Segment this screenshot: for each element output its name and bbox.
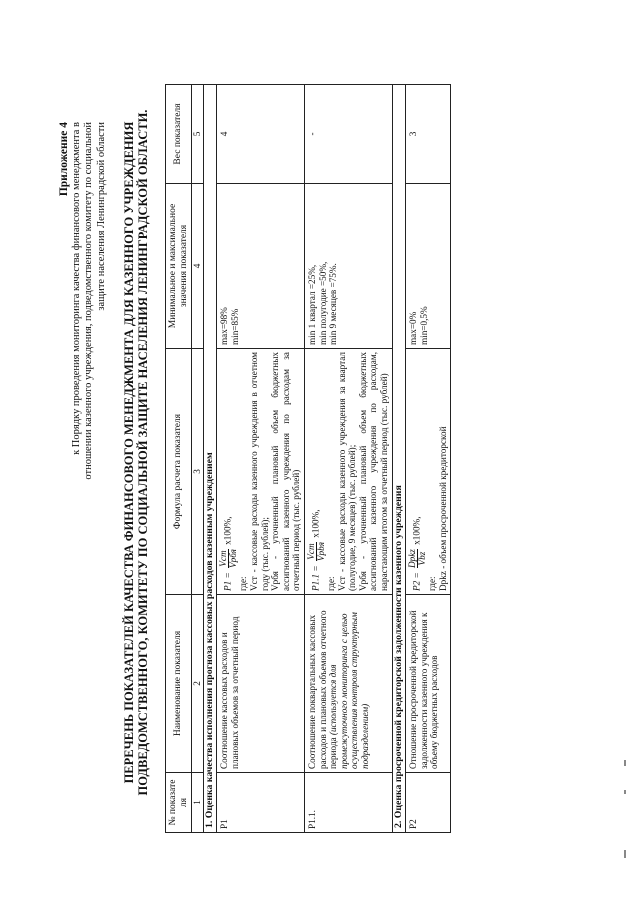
formula-variable: Dpkz - объем просроченной кредиторской: [437, 426, 448, 591]
indicator-formula: [406, 349, 451, 595]
formula-variable: Vрбя - уточненный плановый объем бюджетных ассигнований казенного учреждения по расходам за отчетный период (тыс. рублей): [270, 352, 302, 591]
scan-mark: [624, 760, 626, 766]
indicator-formula: [304, 349, 392, 595]
appendix-line: к Порядку проведения мониторинга качества финансового менеджмента в: [70, 122, 82, 455]
formula-where: где:: [427, 576, 438, 591]
formula-denominator: Vрbя: [315, 542, 326, 562]
table-row: [304, 85, 392, 833]
minmax-value: min 9 месяцев =75%.: [328, 263, 339, 345]
formula-denominator: Vрбя: [228, 549, 239, 568]
formula-variable: Vст - кассовые расходы казенного учреждения за квартал (полугодие, 9 месяцев) (тыс. рублей);: [336, 352, 358, 591]
indicator-weight: -: [304, 85, 392, 184]
formula-where: где:: [325, 576, 336, 591]
title-line: ПОДВЕДОМСТВЕННОГО, КОМИТЕТУ ПО СОЦИАЛЬНОЙ ЗАЩИТЕ НАСЕЛЕНИЯ ЛЕНИНГРАДСКОЙ ОБЛАСТИ.: [136, 109, 150, 796]
formula-numerator: Dpkz: [407, 549, 418, 568]
formula-fraction: [408, 549, 427, 568]
formula-lhs: Р1 =: [222, 572, 233, 591]
indicators-table: [165, 84, 451, 833]
indicator-name-note: (используется для промежуточного мониторинга с целью осуществления контроля структурным подразделением): [328, 612, 370, 769]
indicator-weight: 3: [406, 85, 451, 184]
column-number: 4: [192, 184, 204, 349]
section-title: 2. Оценка просроченной кредиторской задолженности казенного учреждения: [392, 85, 406, 833]
table-row: [217, 85, 305, 833]
header-row: [166, 85, 192, 833]
header-number: № показате ля: [166, 773, 192, 833]
appendix-title: Приложение 4: [58, 122, 70, 197]
column-number: 2: [192, 595, 204, 773]
formula-rhs: х100%,: [411, 516, 422, 545]
minmax-value: min=0,5%: [418, 306, 429, 345]
indicator-minmax: [304, 184, 392, 349]
formula: [307, 352, 326, 591]
minmax-value: max=0%: [408, 311, 419, 345]
formula-rhs: х100%,: [310, 509, 321, 538]
indicator-formula: [217, 349, 305, 595]
minmax-value: min полугодие =50%,: [317, 261, 328, 345]
indicator-id: Р2: [406, 773, 451, 833]
formula-fraction: [219, 549, 238, 568]
indicator-minmax: [406, 184, 451, 349]
formula-numerator: Vст: [218, 550, 229, 567]
scan-mark: [624, 790, 626, 794]
formula-denominator: Vbz: [417, 549, 427, 568]
appendix-header: [58, 122, 108, 682]
column-number: 1: [192, 773, 204, 833]
indicator-minmax: [217, 184, 305, 349]
formula-numerator: Vст: [305, 543, 316, 560]
formula-variable: Vст - кассовые расходы казенного учреждения в отчетном году (тыс. рублей);: [248, 352, 270, 591]
indicator-weight: 4: [217, 85, 305, 184]
section-title: 1. Оценка качества исполнения прогноза кассовых расходов казенным учреждением: [203, 85, 217, 833]
header-name: Наименование показателя: [166, 595, 192, 773]
formula-rhs: х100%,: [222, 516, 233, 545]
scan-mark: [624, 850, 626, 858]
formula-lhs: Р1.1 =: [310, 565, 321, 591]
table-row: [406, 85, 451, 833]
indicator-name: Отношение просроченной кредиторской задолженности казенного учреждения к объему бюджетных расходов: [406, 595, 451, 773]
minmax-value: min 1 квартал =25%,: [306, 264, 317, 345]
formula: [408, 352, 427, 591]
minmax-value: max=98%: [219, 307, 230, 345]
column-number: 3: [192, 349, 204, 595]
formula-lhs: Р2 =: [411, 572, 422, 591]
header-weight: Вес показателя: [166, 85, 192, 184]
section-row: [392, 85, 406, 833]
section-row: [203, 85, 217, 833]
appendix-line: защите населения Ленинградской области: [95, 122, 107, 311]
column-number-row: [192, 85, 204, 833]
indicator-name: Соотношение кассовых расходов и плановых объемов за отчетный период: [217, 595, 305, 773]
document-title: [122, 0, 150, 905]
title-line: ПЕРЕЧЕНЬ ПОКАЗАТЕЛЕЙ КАЧЕСТВА ФИНАНСОВОГО МЕНЕДЖМЕНТА ДЛЯ КАЗЕННОГО УЧРЕЖДЕНИЯ: [122, 121, 136, 784]
appendix-line: отношении казенного учреждения, подведомственного комитету по социальной: [83, 122, 94, 480]
header-formula: Формула расчета показателя: [166, 349, 192, 595]
formula: [219, 352, 238, 591]
formula-where: где:: [238, 576, 249, 591]
minmax-value: min=85%: [229, 308, 240, 345]
column-number: 5: [192, 85, 204, 184]
indicator-id: Р1: [217, 773, 305, 833]
header-minmax: Минимальное и максимальное значения показателя: [166, 184, 192, 349]
indicator-name: [304, 595, 392, 773]
formula-fraction: [307, 542, 326, 561]
indicator-id: Р1.1.: [304, 773, 392, 833]
indicator-name-text: Соотношение поквартальных кассовых расходов и плановых объемов отчетного периода: [306, 610, 339, 769]
formula-variable: Vрбя - уточненный плановый объем бюджетных ассигнований казенного учреждения по расходам, нарастающим итогом за отчетный период (тыс. рублей): [357, 352, 389, 591]
